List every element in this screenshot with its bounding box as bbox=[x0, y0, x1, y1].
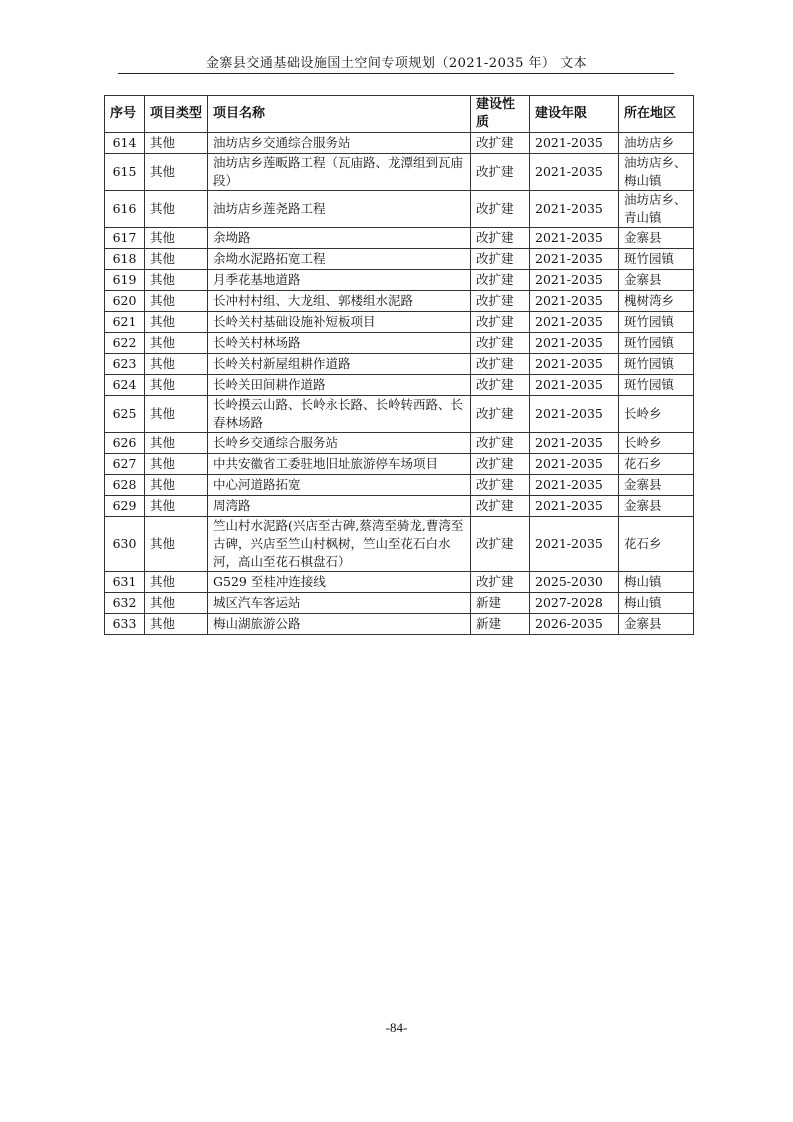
cell-type: 其他 bbox=[145, 593, 208, 614]
column-header-period: 建设年限 bbox=[530, 96, 619, 133]
table-row bbox=[105, 249, 694, 270]
cell-period: 2021-2035 bbox=[530, 270, 619, 291]
cell-region: 油坊店乡、梅山镇 bbox=[619, 154, 694, 191]
table-row bbox=[105, 454, 694, 475]
cell-type: 其他 bbox=[145, 433, 208, 454]
table-row bbox=[105, 270, 694, 291]
cell-nature: 新建 bbox=[471, 593, 530, 614]
cell-region: 长岭乡 bbox=[619, 396, 694, 433]
cell-region: 油坊店乡、青山镇 bbox=[619, 191, 694, 228]
page-header-title: 金寨县交通基础设施国土空间专项规划（2021-2035 年） 文本 bbox=[205, 56, 588, 71]
cell-no: 630 bbox=[105, 517, 145, 572]
cell-no: 633 bbox=[105, 614, 145, 635]
table-row bbox=[105, 228, 694, 249]
cell-name: 长岭关村林场路 bbox=[208, 333, 471, 354]
cell-period: 2025-2030 bbox=[530, 572, 619, 593]
cell-period: 2021-2035 bbox=[530, 249, 619, 270]
project-table-container bbox=[104, 95, 693, 635]
cell-nature: 新建 bbox=[471, 614, 530, 635]
cell-name: 长岭关村新屋组耕作道路 bbox=[208, 354, 471, 375]
cell-nature: 改扩建 bbox=[471, 249, 530, 270]
cell-name: 油坊店乡交通综合服务站 bbox=[208, 133, 471, 154]
cell-nature: 改扩建 bbox=[471, 433, 530, 454]
cell-no: 629 bbox=[105, 496, 145, 517]
column-header-nature: 建设性质 bbox=[471, 96, 530, 133]
cell-name: 城区汽车客运站 bbox=[208, 593, 471, 614]
cell-no: 628 bbox=[105, 475, 145, 496]
cell-period: 2021-2035 bbox=[530, 454, 619, 475]
page-number: -84- bbox=[385, 1020, 408, 1035]
table-row bbox=[105, 593, 694, 614]
cell-region: 梅山镇 bbox=[619, 593, 694, 614]
cell-no: 617 bbox=[105, 228, 145, 249]
cell-name: G529 至桂冲连接线 bbox=[208, 572, 471, 593]
cell-nature: 改扩建 bbox=[471, 517, 530, 572]
cell-nature: 改扩建 bbox=[471, 375, 530, 396]
cell-name: 梅山湖旅游公路 bbox=[208, 614, 471, 635]
cell-name: 长冲村村组、大龙组、郭楼组水泥路 bbox=[208, 291, 471, 312]
table-row bbox=[105, 396, 694, 433]
cell-no: 622 bbox=[105, 333, 145, 354]
column-header-name: 项目名称 bbox=[208, 96, 471, 133]
cell-nature: 改扩建 bbox=[471, 572, 530, 593]
cell-type: 其他 bbox=[145, 354, 208, 375]
cell-region: 花石乡 bbox=[619, 454, 694, 475]
cell-name: 竺山村水泥路(兴店至古碑,蔡湾至骑龙,曹湾至古碑，兴店至竺山村枫树，竺山至花石白水河，高山至花石棋盘石） bbox=[208, 517, 471, 572]
cell-period: 2021-2035 bbox=[530, 154, 619, 191]
cell-name: 油坊店乡莲畈路工程（瓦庙路、龙潭组到瓦庙段） bbox=[208, 154, 471, 191]
table-row bbox=[105, 496, 694, 517]
cell-type: 其他 bbox=[145, 154, 208, 191]
cell-name: 长岭乡交通综合服务站 bbox=[208, 433, 471, 454]
cell-type: 其他 bbox=[145, 496, 208, 517]
cell-nature: 改扩建 bbox=[471, 270, 530, 291]
cell-no: 631 bbox=[105, 572, 145, 593]
cell-period: 2021-2035 bbox=[530, 496, 619, 517]
cell-no: 627 bbox=[105, 454, 145, 475]
cell-name: 油坊店乡莲尧路工程 bbox=[208, 191, 471, 228]
table-body bbox=[105, 133, 694, 635]
cell-no: 632 bbox=[105, 593, 145, 614]
cell-nature: 改扩建 bbox=[471, 291, 530, 312]
cell-region: 槐树湾乡 bbox=[619, 291, 694, 312]
cell-period: 2021-2035 bbox=[530, 433, 619, 454]
cell-no: 619 bbox=[105, 270, 145, 291]
table-row bbox=[105, 475, 694, 496]
cell-name: 中心河道路拓宽 bbox=[208, 475, 471, 496]
cell-no: 625 bbox=[105, 396, 145, 433]
cell-type: 其他 bbox=[145, 133, 208, 154]
cell-region: 金寨县 bbox=[619, 475, 694, 496]
cell-period: 2021-2035 bbox=[530, 228, 619, 249]
cell-type: 其他 bbox=[145, 396, 208, 433]
table-row bbox=[105, 572, 694, 593]
cell-nature: 改扩建 bbox=[471, 475, 530, 496]
table-row bbox=[105, 354, 694, 375]
cell-region: 斑竹园镇 bbox=[619, 333, 694, 354]
table-row bbox=[105, 333, 694, 354]
cell-nature: 改扩建 bbox=[471, 454, 530, 475]
cell-period: 2021-2035 bbox=[530, 191, 619, 228]
cell-period: 2026-2035 bbox=[530, 614, 619, 635]
cell-no: 618 bbox=[105, 249, 145, 270]
cell-type: 其他 bbox=[145, 228, 208, 249]
cell-type: 其他 bbox=[145, 572, 208, 593]
cell-region: 金寨县 bbox=[619, 228, 694, 249]
cell-nature: 改扩建 bbox=[471, 354, 530, 375]
table-row bbox=[105, 614, 694, 635]
cell-period: 2021-2035 bbox=[530, 475, 619, 496]
cell-period: 2021-2035 bbox=[530, 375, 619, 396]
column-header-type: 项目类型 bbox=[145, 96, 208, 133]
cell-name: 余坳路 bbox=[208, 228, 471, 249]
cell-no: 621 bbox=[105, 312, 145, 333]
cell-region: 梅山镇 bbox=[619, 572, 694, 593]
cell-region: 斑竹园镇 bbox=[619, 375, 694, 396]
table-row bbox=[105, 433, 694, 454]
cell-nature: 改扩建 bbox=[471, 333, 530, 354]
table-row bbox=[105, 312, 694, 333]
cell-name: 长岭摸云山路、长岭永长路、长岭转西路、长春林场路 bbox=[208, 396, 471, 433]
cell-type: 其他 bbox=[145, 249, 208, 270]
cell-region: 金寨县 bbox=[619, 496, 694, 517]
cell-period: 2021-2035 bbox=[530, 133, 619, 154]
cell-period: 2021-2035 bbox=[530, 312, 619, 333]
column-header-no: 序号 bbox=[105, 96, 145, 133]
cell-period: 2021-2035 bbox=[530, 333, 619, 354]
cell-nature: 改扩建 bbox=[471, 191, 530, 228]
cell-period: 2021-2035 bbox=[530, 354, 619, 375]
cell-type: 其他 bbox=[145, 312, 208, 333]
cell-no: 626 bbox=[105, 433, 145, 454]
cell-no: 624 bbox=[105, 375, 145, 396]
cell-period: 2021-2035 bbox=[530, 291, 619, 312]
cell-region: 油坊店乡 bbox=[619, 133, 694, 154]
cell-type: 其他 bbox=[145, 191, 208, 228]
cell-region: 金寨县 bbox=[619, 614, 694, 635]
cell-no: 623 bbox=[105, 354, 145, 375]
cell-name: 长岭关村基础设施补短板项目 bbox=[208, 312, 471, 333]
cell-nature: 改扩建 bbox=[471, 228, 530, 249]
header-rule bbox=[118, 73, 674, 74]
cell-name: 余坳水泥路拓宽工程 bbox=[208, 249, 471, 270]
cell-type: 其他 bbox=[145, 375, 208, 396]
project-table bbox=[104, 95, 694, 635]
cell-type: 其他 bbox=[145, 614, 208, 635]
cell-name: 长岭关田间耕作道路 bbox=[208, 375, 471, 396]
cell-no: 615 bbox=[105, 154, 145, 191]
cell-region: 金寨县 bbox=[619, 270, 694, 291]
cell-region: 花石乡 bbox=[619, 517, 694, 572]
cell-region: 斑竹园镇 bbox=[619, 249, 694, 270]
cell-type: 其他 bbox=[145, 475, 208, 496]
cell-nature: 改扩建 bbox=[471, 496, 530, 517]
cell-nature: 改扩建 bbox=[471, 396, 530, 433]
cell-period: 2021-2035 bbox=[530, 396, 619, 433]
cell-period: 2021-2035 bbox=[530, 517, 619, 572]
table-row bbox=[105, 375, 694, 396]
cell-type: 其他 bbox=[145, 291, 208, 312]
cell-name: 中共安徽省工委驻地旧址旅游停车场项目 bbox=[208, 454, 471, 475]
cell-region: 长岭乡 bbox=[619, 433, 694, 454]
cell-type: 其他 bbox=[145, 454, 208, 475]
column-header-region: 所在地区 bbox=[619, 96, 694, 133]
cell-region: 斑竹园镇 bbox=[619, 354, 694, 375]
cell-nature: 改扩建 bbox=[471, 133, 530, 154]
cell-no: 620 bbox=[105, 291, 145, 312]
cell-type: 其他 bbox=[145, 270, 208, 291]
table-row bbox=[105, 191, 694, 228]
cell-name: 周湾路 bbox=[208, 496, 471, 517]
cell-type: 其他 bbox=[145, 517, 208, 572]
cell-period: 2027-2028 bbox=[530, 593, 619, 614]
table-row bbox=[105, 517, 694, 572]
cell-nature: 改扩建 bbox=[471, 154, 530, 191]
cell-type: 其他 bbox=[145, 333, 208, 354]
cell-no: 614 bbox=[105, 133, 145, 154]
cell-name: 月季花基地道路 bbox=[208, 270, 471, 291]
table-header-row bbox=[105, 96, 694, 133]
table-row bbox=[105, 133, 694, 154]
table-row bbox=[105, 291, 694, 312]
cell-no: 616 bbox=[105, 191, 145, 228]
cell-nature: 改扩建 bbox=[471, 312, 530, 333]
table-row bbox=[105, 154, 694, 191]
cell-region: 斑竹园镇 bbox=[619, 312, 694, 333]
